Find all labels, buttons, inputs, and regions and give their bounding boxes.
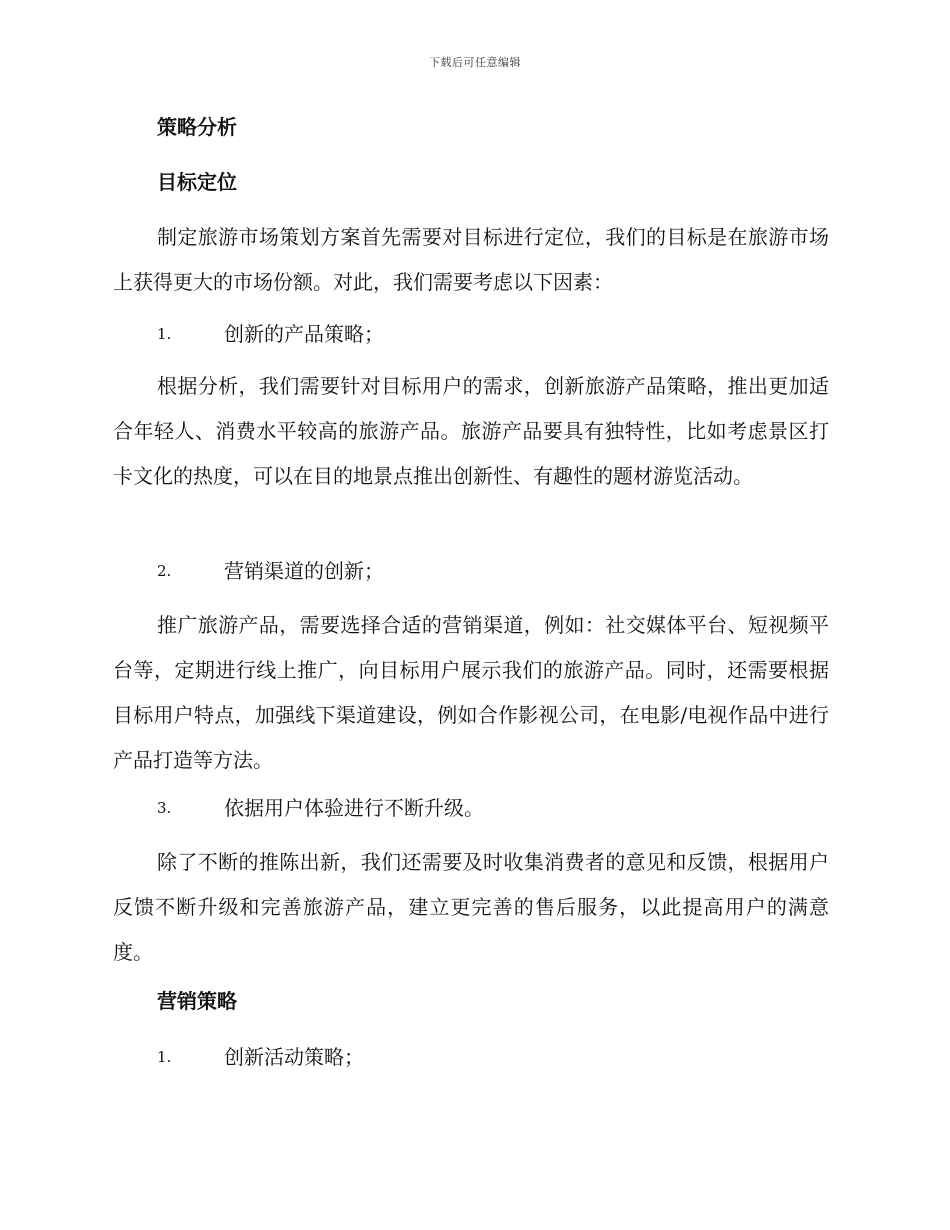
list-item-label: 依据用户体验进行不断升级。 xyxy=(224,796,484,820)
section-heading-target: 目标定位 xyxy=(157,170,237,194)
page-title: 策略分析 xyxy=(157,115,237,139)
paragraph-upgrade: 除了不断的推陈出新，我们还需要及时收集消费者的意见和反馈，根据用户反馈不断升级和完善旅游产品，建立更完善的售后服务，以此提高用户的满意度。 xyxy=(113,850,829,964)
paragraph-intro: 制定旅游市场策划方案首先需要对目标进行定位，我们的目标是在旅游市场上获得更大的市场份额。对此，我们需要考虑以下因素： xyxy=(113,225,829,294)
list-item-label: 创新的产品策略； xyxy=(224,322,384,346)
paragraph-product: 根据分析，我们需要针对目标用户的需求，创新旅游产品策略，推出更加适合年轻人、消费水平较高的旅游产品。旅游产品要具有独特性，比如考虑景区打卡文化的热度，可以在目的地景点推出创新性、有趣性的题材游览活动。 xyxy=(113,374,829,488)
paragraph-channel: 推广旅游产品，需要选择合适的营销渠道，例如：社交媒体平台、短视频平台等，定期进行线上推广，向目标用户展示我们的旅游产品。同时，还需要根据目标用户特点，加强线下渠道建设，例如合作影视公司，在电影/电视作品中进行产品打造等方法。 xyxy=(113,613,829,772)
section-heading-marketing: 营销策略 xyxy=(157,989,237,1013)
list-number: 3. xyxy=(157,799,172,817)
header-note: 下载后可任意编辑 xyxy=(429,56,521,69)
list-item-label: 创新活动策略； xyxy=(224,1045,364,1069)
list-item-label: 营销渠道的创新； xyxy=(224,559,384,583)
list-number: 2. xyxy=(157,562,172,580)
list-number: 1. xyxy=(157,1048,172,1066)
list-number: 1. xyxy=(157,325,172,343)
